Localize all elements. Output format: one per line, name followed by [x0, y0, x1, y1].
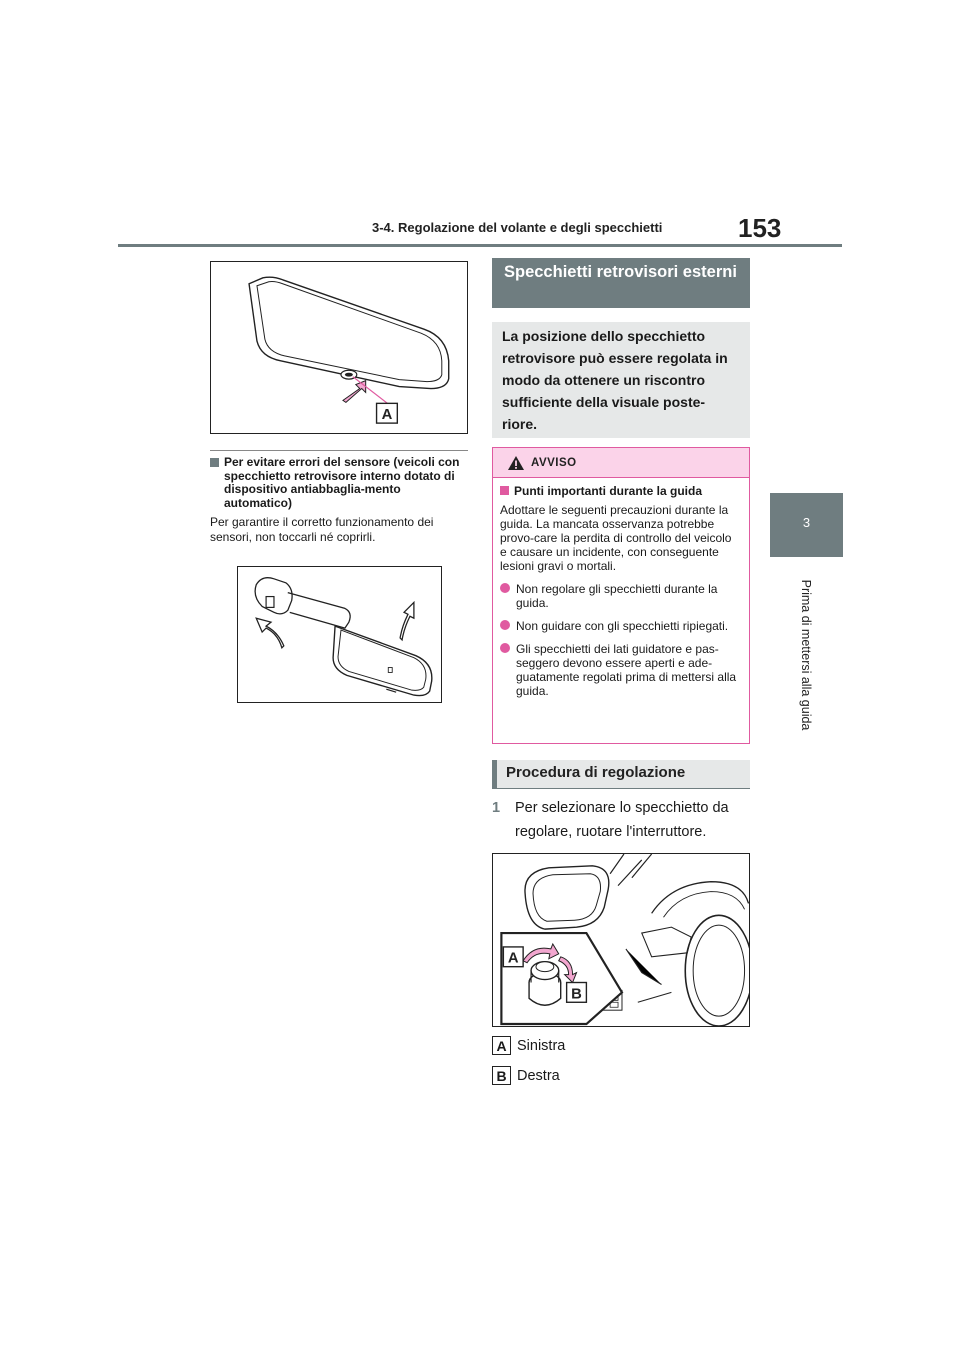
interior-mirror-illustration [211, 262, 467, 433]
warning-bullet-text: Non guidare con gli specchietti ripiegati. [516, 619, 729, 633]
legend-item-right [492, 1066, 560, 1085]
sensor-note [210, 456, 468, 544]
procedure-step [492, 796, 750, 844]
legend-item-left [492, 1036, 565, 1055]
figure3-callout-b: B [571, 986, 582, 1003]
page-number: 153 [738, 213, 782, 243]
procedure-rule [492, 788, 750, 789]
header-section-title: 3-4. Regolazione del volante e degli specchietti [372, 220, 663, 235]
warning-bullet [500, 642, 741, 698]
warning-header [493, 448, 749, 478]
section-title-exterior-mirrors: Specchietti retrovisori esterni [492, 258, 750, 308]
warning-bullet [500, 582, 741, 610]
legend-letter: A [492, 1036, 511, 1055]
warning-bullet-text: Gli specchietti dei lati guidatore e pas-seggero devono essere aperti e ade-guatamente regolati prima di mettersi alla guida. [516, 642, 737, 698]
note-divider [210, 450, 468, 451]
warning-title: AVVISO [531, 456, 577, 469]
mirror-sensor-figure [237, 566, 442, 703]
chapter-title: Prima di mettersi alla guida [799, 579, 813, 731]
mirror-switch-illustration [493, 854, 749, 1026]
exterior-mirrors-intro: La posizione dello specchietto retrovisore può essere regolata in modo da ottenere un riscontro sufficiente della visuale poste-riore. [492, 322, 750, 438]
sensor-note-heading-text: Per evitare errori del sensore (veicoli con specchietto retrovisore interno dotato di dispositivo antiabbaglia-mento automatico) [224, 455, 460, 510]
round-bullet-icon [500, 620, 510, 630]
round-bullet-icon [500, 643, 510, 653]
legend-letter: B [492, 1066, 511, 1085]
warning-triangle-icon [507, 455, 525, 471]
interior-mirror-figure [210, 261, 468, 434]
section-title-procedure: Procedura di regolazione [492, 760, 750, 788]
square-bullet-icon [500, 486, 509, 495]
warning-bullet [500, 619, 741, 633]
warning-box [492, 447, 750, 744]
step-number: 1 [492, 800, 501, 816]
chapter-tab: 3 [770, 493, 843, 557]
warning-text: Adottare le seguenti precauzioni durante la guida. La mancata osservanza potrebbe provo-care la perdita di controllo del veicolo e causare un incidente, con conseguente lesioni gravi o mortali. [500, 503, 732, 573]
figure1-callout-a: A [381, 407, 393, 424]
mirror-sensor-illustration [238, 567, 441, 702]
warning-body [493, 478, 749, 698]
warning-bullet-text: Non regolare gli specchietti durante la guida. [516, 582, 718, 610]
sensor-note-heading [210, 456, 468, 510]
warning-heading-text: Punti importanti durante la guida [514, 484, 703, 498]
square-bullet-icon [210, 458, 219, 467]
legend-label: Destra [517, 1067, 560, 1084]
round-bullet-icon [500, 583, 510, 593]
mirror-switch-figure [492, 853, 750, 1027]
legend-label: Sinistra [517, 1037, 566, 1054]
warning-heading [500, 484, 741, 498]
chapter-side-label [796, 570, 816, 740]
header-rule [118, 244, 842, 247]
figure3-callout-a: A [507, 950, 519, 967]
sensor-note-body: Per garantire il corretto funzionamento dei sensori, non toccarli né coprirli. [210, 515, 434, 544]
step-text: Per selezionare lo specchietto da regolare, ruotare l'interruttore. [515, 800, 729, 840]
